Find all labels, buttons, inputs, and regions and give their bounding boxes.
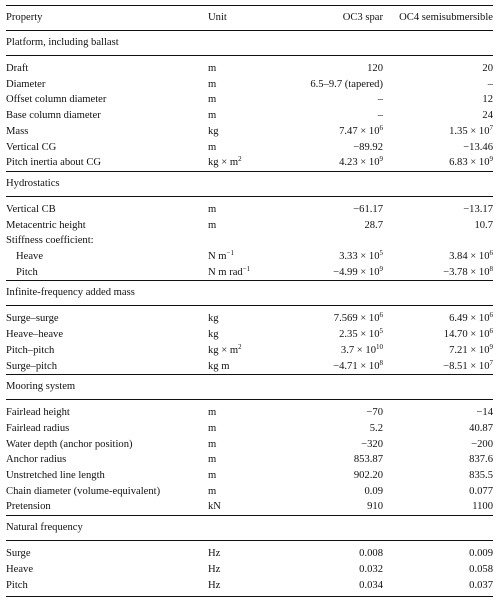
- row-oc3-value: –: [377, 94, 383, 106]
- header-oc4: OC4 semisubmersible: [383, 6, 493, 31]
- row-oc3-value: [295, 155, 383, 171]
- row-property: Vertical CB: [6, 203, 56, 215]
- row-oc3-value: [295, 265, 383, 281]
- row-oc4-value: [383, 327, 493, 343]
- table-row: [6, 562, 493, 578]
- value-base: 3.33 × 10: [339, 251, 380, 263]
- row-oc4-value: [383, 155, 493, 171]
- section-title: Mooring system: [6, 375, 493, 400]
- value-exponent: 7: [489, 123, 493, 132]
- table-row: [6, 249, 493, 265]
- row-oc3-value: 120: [367, 63, 383, 74]
- value-base: 7.569 × 10: [333, 313, 380, 325]
- row-oc4-value: [383, 233, 493, 249]
- value-base: 6.49 × 10: [449, 313, 490, 325]
- row-property: Surge–pitch: [6, 360, 58, 372]
- row-oc3-value: 910: [367, 501, 383, 513]
- table-row: [6, 327, 493, 343]
- row-unit: m: [208, 203, 217, 215]
- table-row: [6, 484, 493, 500]
- table-row: [6, 546, 493, 562]
- row-unit: m: [208, 485, 217, 497]
- value-exponent: 6: [379, 311, 383, 320]
- header-property: Property: [6, 6, 208, 31]
- value-base: −4.99 × 10: [333, 266, 380, 278]
- row-unit: kg: [208, 329, 219, 341]
- row-oc3-value: [295, 124, 383, 140]
- row-property: Diameter: [6, 78, 46, 90]
- row-unit: kg: [208, 313, 219, 325]
- row-oc4-value: 40.87: [469, 422, 493, 434]
- row-oc3-value: 0.032: [359, 563, 383, 575]
- value-base: N m: [208, 251, 227, 263]
- row-unit: kg m: [208, 360, 230, 372]
- row-oc3-value: −61.17: [353, 203, 383, 215]
- row-property: Stiffness coefficient:: [6, 235, 94, 247]
- row-oc4-value: 12: [482, 94, 493, 106]
- value-exponent: 6: [379, 123, 383, 132]
- row-property: Pitch–pitch: [6, 344, 55, 356]
- value-base: 2.35 × 10: [339, 329, 380, 341]
- value-exponent: 9: [379, 155, 383, 164]
- value-exponent: 6: [489, 327, 493, 336]
- row-property: Anchor radius: [6, 454, 67, 466]
- row-oc4-value: 0.058: [469, 563, 493, 575]
- table-header-row: [6, 6, 493, 31]
- row-oc3-value: [295, 311, 383, 327]
- row-oc4-value: 0.077: [469, 485, 493, 497]
- row-unit: m: [208, 438, 217, 450]
- row-property: Fairlead height: [6, 407, 70, 419]
- table-row: [6, 468, 493, 484]
- row-property: Surge–surge: [6, 313, 59, 325]
- row-unit: [208, 233, 295, 249]
- row-property: Mass: [6, 125, 29, 137]
- row-oc3-value: 6.5–9.7 (tapered): [310, 78, 383, 90]
- table-row: [6, 359, 493, 375]
- row-oc4-value: 837.6: [469, 454, 493, 466]
- row-oc4-value: 24: [482, 110, 493, 122]
- row-oc4-value: [383, 359, 493, 375]
- row-oc4-value: [383, 124, 493, 140]
- row-oc4-value: –: [487, 78, 493, 90]
- value-exponent: 7: [489, 358, 493, 367]
- table-row: [6, 437, 493, 453]
- row-oc3-value: [295, 233, 383, 249]
- row-oc3-value: 0.034: [295, 578, 383, 597]
- section-header-row: [6, 171, 493, 196]
- row-unit: m: [208, 110, 217, 122]
- header-unit: Unit: [208, 6, 295, 31]
- table-row: [6, 343, 493, 359]
- row-property: Heave: [16, 251, 44, 263]
- value-base: −8.51 × 10: [443, 360, 490, 372]
- row-oc4-value: [383, 311, 493, 327]
- section-header-row: [6, 281, 493, 306]
- section-header-row: [6, 375, 493, 400]
- section-title: Natural frequency: [6, 516, 493, 541]
- value-exponent: 5: [379, 249, 383, 258]
- table-row: [6, 155, 493, 171]
- row-oc4-value: 0.009: [469, 548, 493, 560]
- row-oc4-value: 10.7: [474, 219, 493, 231]
- row-oc4-value: 1100: [472, 501, 493, 513]
- row-unit: m: [208, 407, 217, 419]
- row-oc4-value: −13.46: [463, 141, 493, 153]
- row-oc3-value: −320: [361, 438, 383, 450]
- table-row: [6, 108, 493, 124]
- row-unit: [208, 343, 295, 359]
- value-base: 7.21 × 10: [449, 344, 490, 356]
- row-oc4-value: [383, 343, 493, 359]
- row-oc4-value: 20: [482, 63, 493, 74]
- table-row: [6, 124, 493, 140]
- value-exponent: 9: [489, 155, 493, 164]
- row-oc3-value: 5.2: [369, 422, 383, 434]
- table-row: [6, 202, 493, 218]
- table-row: [6, 92, 493, 108]
- table-row: [6, 311, 493, 327]
- row-unit: m: [208, 454, 217, 466]
- value-base: −3.78 × 10: [443, 266, 490, 278]
- value-exponent: 6: [489, 249, 493, 258]
- table-row: [6, 452, 493, 468]
- row-oc4-value: [383, 249, 493, 265]
- row-unit: m: [208, 470, 217, 482]
- section-title: Hydrostatics: [6, 171, 493, 196]
- value-base: 14.70 × 10: [443, 329, 490, 341]
- row-unit: [208, 265, 295, 281]
- row-oc4-value: −200: [471, 438, 493, 450]
- row-unit: m: [208, 422, 217, 434]
- row-oc3-value: [295, 327, 383, 343]
- row-oc3-value: 0.008: [359, 548, 383, 560]
- value-base: −4.71 × 10: [333, 360, 380, 372]
- value-exponent: 5: [379, 327, 383, 336]
- row-unit: m: [208, 78, 217, 90]
- row-oc4-value: −14: [476, 407, 493, 419]
- value-exponent: 2: [238, 342, 242, 351]
- platform-properties-table: [6, 5, 493, 597]
- row-property: Pretension: [6, 501, 51, 513]
- row-property: Offset column diameter: [6, 94, 107, 106]
- row-property: Unstretched line length: [6, 470, 105, 482]
- section-header-row: [6, 31, 493, 56]
- row-property: Pitch: [6, 578, 208, 597]
- table-row: [6, 140, 493, 156]
- row-unit: m: [208, 94, 217, 106]
- row-unit: Hz: [208, 548, 221, 560]
- row-oc3-value: −70: [366, 407, 383, 419]
- value-base: N m rad: [208, 266, 243, 278]
- value-exponent: −1: [242, 264, 251, 273]
- row-unit: m: [208, 219, 217, 231]
- table-row: [6, 421, 493, 437]
- row-property: Water depth (anchor position): [6, 438, 133, 450]
- row-property: Heave–heave: [6, 329, 64, 341]
- value-base: kg × m: [208, 344, 239, 356]
- value-exponent: 9: [489, 342, 493, 351]
- table-row: [6, 265, 493, 281]
- row-oc3-value: [295, 343, 383, 359]
- table-row: [6, 499, 493, 515]
- value-base: 3.84 × 10: [449, 251, 490, 263]
- table-body: [6, 31, 493, 597]
- row-property: Chain diameter (volume-equivalent): [6, 485, 161, 497]
- row-property: Metacentric height: [6, 219, 86, 231]
- value-exponent: 9: [379, 264, 383, 273]
- value-exponent: 6: [489, 311, 493, 320]
- value-exponent: 8: [379, 358, 383, 367]
- row-oc3-value: [295, 249, 383, 265]
- value-exponent: 2: [238, 155, 242, 164]
- row-oc3-value: –: [377, 110, 383, 122]
- row-oc3-value: −89.92: [353, 141, 383, 153]
- row-property: Draft: [6, 63, 29, 74]
- row-unit: m: [208, 63, 217, 74]
- table-row: [6, 218, 493, 234]
- row-property: Pitch: [16, 266, 38, 278]
- row-oc3-value: [295, 359, 383, 375]
- table-row: [6, 233, 493, 249]
- table-row: [6, 405, 493, 421]
- table-row: [6, 77, 493, 93]
- table-row: [6, 61, 493, 77]
- row-oc4-value: 835.5: [469, 470, 493, 482]
- section-title: Infinite-frequency added mass: [6, 281, 493, 306]
- row-unit: kg: [208, 125, 219, 137]
- table-row: [6, 578, 493, 597]
- row-property: Heave: [6, 563, 34, 575]
- row-unit: Hz: [208, 578, 295, 597]
- row-property: Vertical CG: [6, 141, 57, 153]
- row-oc4-value: [383, 265, 493, 281]
- row-unit: Hz: [208, 563, 221, 575]
- value-base: 4.23 × 10: [339, 157, 380, 169]
- row-unit: kN: [208, 501, 221, 513]
- value-base: 1.35 × 10: [449, 125, 490, 137]
- section-header-row: [6, 516, 493, 541]
- row-oc3-value: 0.09: [364, 485, 383, 497]
- value-exponent: 10: [376, 342, 383, 351]
- row-oc3-value: 902.20: [353, 470, 383, 482]
- row-oc4-value: −13.17: [463, 203, 493, 215]
- value-base: 7.47 × 10: [339, 125, 380, 137]
- value-base: kg × m: [208, 157, 239, 169]
- row-property: Base column diameter: [6, 110, 101, 122]
- value-exponent: 8: [489, 264, 493, 273]
- row-property: Pitch inertia about CG: [6, 157, 102, 169]
- value-base: 6.83 × 10: [449, 157, 490, 169]
- row-oc4-value: 0.037: [383, 578, 493, 597]
- header-oc3: OC3 spar: [295, 6, 383, 31]
- row-oc3-value: 28.7: [364, 219, 383, 231]
- row-oc3-value: 853.87: [353, 454, 383, 466]
- row-unit: [208, 249, 295, 265]
- row-unit: [208, 155, 295, 171]
- row-property: Fairlead radius: [6, 422, 70, 434]
- section-title: Platform, including ballast: [6, 31, 493, 56]
- row-property: Surge: [6, 548, 31, 560]
- row-unit: m: [208, 141, 217, 153]
- value-base: 3.7 × 10: [340, 344, 376, 356]
- value-exponent: −1: [226, 249, 234, 258]
